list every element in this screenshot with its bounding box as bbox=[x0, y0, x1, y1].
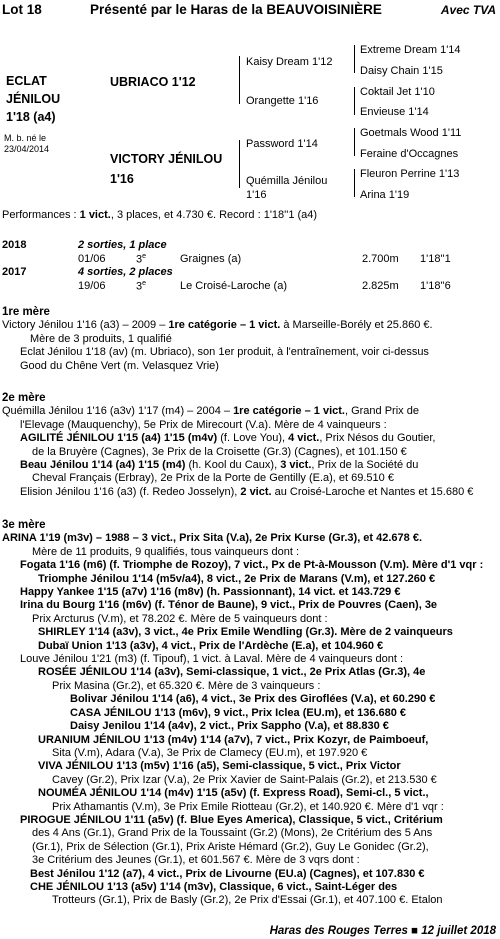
ancestor-7: Fleuron Perrine 1'13 bbox=[360, 168, 460, 180]
lot-header bbox=[2, 2, 496, 20]
first-dam-title: 1re mère bbox=[2, 306, 50, 318]
third-dam-line: CASA JÉNILOU 1'13 (m6v), 9 vict., Prix Iclea (EU.m), et 136.680 € bbox=[70, 706, 407, 719]
performances: Performances : 1 vict., 3 places, et 4.730 €. Record : 1'18''1 (a4) bbox=[2, 209, 318, 221]
result-place: 3e bbox=[136, 280, 147, 293]
result-year: 2017 bbox=[2, 266, 27, 278]
second-dam-line: Cheval Français (Erbray), 2e Prix de la Porte de Gentilly (E.a), et 69.510 € bbox=[32, 472, 394, 485]
result-time: 1'18''6 bbox=[420, 280, 451, 292]
sire-sire: Kaisy Dream 1'12 bbox=[246, 56, 333, 68]
second-dam-title: 2e mère bbox=[2, 392, 46, 404]
ancestor-8: Arina 1'19 bbox=[360, 189, 410, 201]
bracket-g3-1 bbox=[354, 45, 355, 73]
second-dam-line: AGILITÉ JÉNILOU 1'15 (a4) 1'15 (m4v) (f. Love You), 4 vict., Prix Nésos du Goutier, bbox=[20, 432, 436, 445]
result-date: 01/06 bbox=[78, 253, 106, 265]
third-dam-line: Fogata 1'16 (m6) (f. Triomphe de Rozoy), 7 vict., Px de Pt-à-Mousson (V.m). Mère d'1 vqr : bbox=[20, 559, 484, 572]
horse-birth: 23/04/2014 bbox=[4, 144, 50, 154]
result-summary: 4 sorties, 2 places bbox=[78, 266, 173, 278]
second-dam-line: de la Bruyère (Cagnes), 3e Prix de la Croisette (Gr.3) (Cagnes), et 101.150 € bbox=[32, 445, 407, 458]
bracket-g3-3 bbox=[354, 128, 355, 156]
second-dam-line: Beau Jénilou 1'14 (a4) 1'15 (m4) (h. Kool du Caux), 3 vict., Prix de la Société du bbox=[20, 459, 419, 472]
horse-desc: M. b. né le bbox=[4, 133, 47, 143]
page-footer: Haras des Rouges Terres ■ 12 juillet 2018 bbox=[269, 925, 496, 937]
first-dam-line: Eclat Jénilou 1'18 (av) (m. Ubriaco), son 1er produit, à l'entraînement, voir ci-dessus bbox=[20, 346, 429, 359]
third-dam-title: 3e mère bbox=[2, 519, 46, 531]
presenter: Présenté par le Haras de la BEAUVOISINIÈRE bbox=[90, 2, 382, 17]
sire-name: UBRIACO 1'12 bbox=[110, 75, 196, 89]
third-dam-line: VIVA JÉNILOU 1'13 (m5v) 1'16 (a5), Semi-classique, 5 vict., Prix Victor bbox=[38, 760, 401, 773]
third-dam-line: (Gr.1), Prix de Sélection (Gr.1), Prix Ariste Hémard (Gr.2), Guy Le Gonidec (Gr.2), bbox=[32, 840, 429, 853]
third-dam-line: Prix Masina (Gr.2), et 65.320 €. Mère de 3 vainqueurs : bbox=[52, 679, 321, 692]
bracket-sire bbox=[239, 56, 240, 104]
third-dam-line: Cavey (Gr.2), Prix Izar (V.a), 2e Prix Xavier de Saint-Palais (Gr.2), et 213.530 € bbox=[52, 773, 437, 786]
dam-dam-1: Quémilla Jénilou bbox=[246, 175, 328, 187]
third-dam-line: Mère de 11 produits, 9 qualifiés, tous vainqueurs dont : bbox=[32, 545, 300, 558]
third-dam-line: Trotteurs (Gr.1), Prix de Basly (Gr.2), 2e Prix d'Essai (Gr.1), et 407.100 €. Etalon bbox=[52, 894, 443, 907]
third-dam-line: URANIUM JÉNILOU 1'13 (m4v) 1'14 (a7v), 7 vict., Prix Kozyr, de Paimboeuf, bbox=[38, 733, 429, 746]
result-distance: 2.825m bbox=[362, 280, 399, 292]
result-race: Le Croisé-Laroche (a) bbox=[180, 280, 287, 292]
third-dam-line: ROSÉE JÉNILOU 1'14 (a3v), Semi-classique, 1 vict., 2e Prix Atlas (Gr.3), 4e bbox=[38, 666, 426, 679]
result-distance: 2.700m bbox=[362, 253, 399, 265]
first-dam-line: Mère de 3 produits, 1 qualifié bbox=[30, 332, 172, 345]
first-dam-line: Good du Chêne Vert (m. Velasquez Vrie) bbox=[20, 359, 219, 372]
second-dam-line: Elision Jénilou 1'16 (a3) (f. Redeo Josselyn), 2 vict. au Croisé-Laroche et Nantes et 15.680 € bbox=[20, 485, 474, 498]
second-dam-line: l'Elevage (Mauquenchy), 5e Prix de Mirecourt (V.a). Mère de 4 vainqueurs : bbox=[20, 418, 387, 431]
third-dam-section bbox=[2, 519, 498, 908]
first-dam-section bbox=[2, 306, 498, 373]
ancestor-2: Daisy Chain 1'15 bbox=[360, 65, 443, 77]
horse-record: 1'18 (a4) bbox=[6, 110, 56, 124]
third-dam-line: Daisy Jenilou 1'14 (a4v), 2 vict., Prix Sappho (V.a), et 88.830 € bbox=[70, 720, 389, 733]
sire-dam: Orangette 1'16 bbox=[246, 95, 319, 107]
result-place: 3e bbox=[136, 253, 147, 266]
bracket-g3-2 bbox=[354, 87, 355, 115]
result-summary: 2 sorties, 1 place bbox=[78, 239, 167, 251]
dam-sire: Password 1'14 bbox=[246, 138, 318, 150]
third-dam-line: Bolivar Jénilou 1'14 (a6), 4 vict., 3e Prix des Giroflées (V.a), et 60.290 € bbox=[70, 693, 436, 706]
horse-name-2: JÉNILOU bbox=[6, 92, 61, 106]
lot-number: Lot 18 bbox=[2, 2, 42, 17]
third-dam-line: des 4 Ans (Gr.1), Grand Prix de la Toussaint (Gr.2) (Mons), 2e Critérium des 5 Ans bbox=[32, 827, 433, 840]
third-dam-line: SHIRLEY 1'14 (a3v), 3 vict., 4e Prix Emile Wendling (Gr.3). Mère de 2 vainqueurs bbox=[38, 626, 453, 639]
ancestor-6: Feraine d'Occagnes bbox=[360, 148, 459, 160]
bracket-dam bbox=[239, 140, 240, 188]
third-dam-line: Happy Yankee 1'15 (a7v) 1'16 (m8v) (h. Passionnant), 14 vict. et 143.729 € bbox=[20, 586, 401, 599]
second-dam-section bbox=[2, 392, 498, 499]
third-dam-line: NOUMÉA JÉNILOU 1'14 (m4v) 1'15 (a5v) (f. Express Road), Semi-cl., 5 vict., bbox=[38, 787, 429, 800]
third-dam-line: Sita (V.m), Adara (V.a), 3e Prix de Clamecy (EU.m), et 197.920 € bbox=[52, 746, 368, 759]
result-year: 2018 bbox=[2, 239, 27, 251]
dam-record: 1'16 bbox=[110, 172, 134, 186]
third-dam-line: Prix Athamantis (V.m), 3e Prix Emile Riotteau (Gr.2), et 140.920 €. Mère d'1 vqr : bbox=[52, 800, 444, 813]
third-dam-line: PIROGUE JÉNILOU 1'11 (a5v) (f. Blue Eyes America), Classique, 5 vict., Critérium bbox=[20, 813, 443, 826]
dam-name: VICTORY JÉNILOU bbox=[110, 152, 223, 166]
bracket-g3-4 bbox=[354, 169, 355, 197]
third-dam-line: Prix Arcturus (V.m), et 78.202 €. Mère de 5 vainqueurs dont : bbox=[32, 612, 328, 625]
result-date: 19/06 bbox=[78, 280, 106, 292]
third-dam-line: Louve Jénilou 1'21 (m3) (f. Tipouf), 1 vict. à Laval. Mère de 4 vainqueurs dont : bbox=[20, 653, 404, 666]
dam-dam-2: 1'16 bbox=[246, 189, 267, 201]
tva-note: Avec TVA bbox=[440, 3, 496, 17]
first-dam-line: Victory Jénilou 1'16 (a3) – 2009 – 1re catégorie – 1 vict. à Marseille-Borély et 25.860 €. bbox=[2, 319, 433, 332]
second-dam-line: Quémilla Jénilou 1'16 (a3v) 1'17 (m4) – 2004 – 1re catégorie – 1 vict., Grand Prix de bbox=[2, 405, 419, 418]
third-dam-line: Irina du Bourg 1'16 (m6v) (f. Ténor de Baune), 9 vict., Prix de Pouvres (Caen), 3e bbox=[20, 599, 438, 612]
horse-name-1: ECLAT bbox=[6, 74, 47, 88]
third-dam-line: 3e Critérium des Jeunes (Gr.1), et 601.567 €. Mère de 3 vqrs dont : bbox=[32, 854, 360, 867]
ancestor-4: Envieuse 1'14 bbox=[360, 106, 429, 118]
third-dam-line: Triomphe Jénilou 1'14 (m5v/a4), 8 vict., 2e Prix de Marans (V.m), et 127.260 € bbox=[38, 572, 436, 585]
ancestor-3: Coktail Jet 1'10 bbox=[360, 86, 435, 98]
third-dam-line: CHE JÉNILOU 1'13 (a5v) 1'14 (m3v), Classique, 6 vict., Saint-Léger des bbox=[30, 880, 398, 893]
ancestor-5: Goetmals Wood 1'11 bbox=[360, 127, 462, 139]
result-race: Graignes (a) bbox=[180, 253, 242, 265]
third-dam-line: ARINA 1'19 (m3v) – 1988 – 3 vict., Prix Sita (V.a), 2e Prix Kurse (Gr.3), et 42.678 €. bbox=[2, 532, 423, 545]
ancestor-1: Extreme Dream 1'14 bbox=[360, 44, 461, 56]
third-dam-line: Best Jénilou 1'12 (a7), 4 vict., Prix de Livourne (EU.a) (Cagnes), et 107.830 € bbox=[30, 867, 425, 880]
result-time: 1'18''1 bbox=[420, 253, 451, 265]
third-dam-line: Dubaï Union 1'13 (a3v), 4 vict., Prix de l'Ardèche (E.a), et 104.960 € bbox=[38, 639, 384, 652]
